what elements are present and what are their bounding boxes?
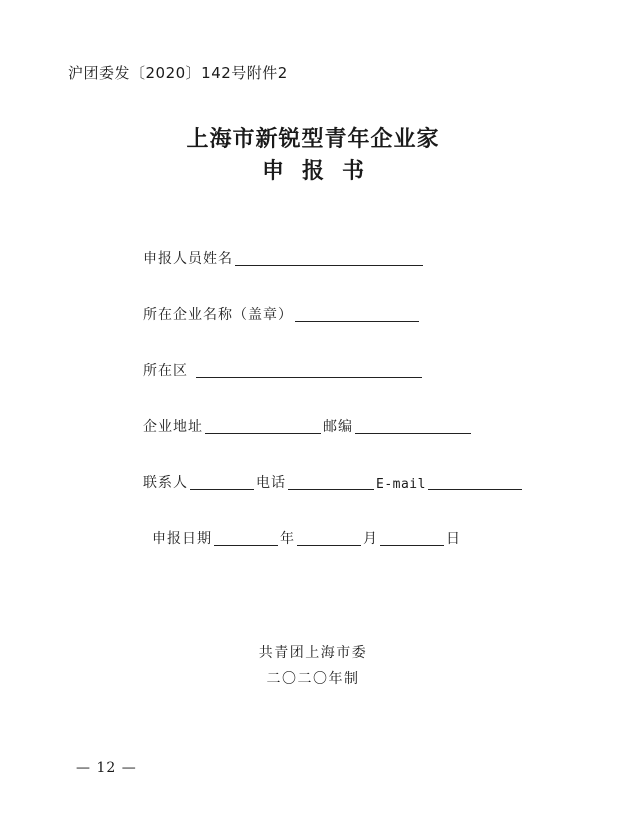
date-label: 申报日期 (152, 531, 212, 547)
phone-field[interactable] (288, 475, 374, 490)
document-reference: 沪团委发〔2020〕142号附件2 (68, 64, 288, 82)
applicant-name-label: 申报人员姓名 (143, 251, 233, 267)
company-name-row (143, 304, 421, 324)
month-label: 月 (363, 531, 378, 547)
made-date: 二〇二〇年制 (266, 671, 360, 687)
address-row (143, 416, 473, 436)
document-title: 上海市新锐型青年企业家 (186, 126, 440, 152)
contact-row (143, 472, 524, 492)
day-label: 日 (446, 531, 461, 547)
document-subtitle: 申报书 (261, 158, 382, 184)
company-name-label: 所在企业名称（盖章） (143, 307, 293, 323)
district-field[interactable] (196, 363, 422, 378)
phone-label: 电话 (256, 475, 286, 491)
district-label: 所在区 (143, 363, 188, 379)
address-field[interactable] (205, 419, 321, 434)
date-year-field[interactable] (214, 531, 278, 546)
year-label: 年 (280, 531, 295, 547)
date-day-field[interactable] (380, 531, 444, 546)
applicant-name-field[interactable] (235, 251, 423, 266)
contact-field[interactable] (190, 475, 254, 490)
postcode-label: 邮编 (323, 419, 353, 435)
company-name-field[interactable] (295, 307, 419, 322)
contact-label: 联系人 (143, 475, 188, 491)
postcode-field[interactable] (355, 419, 471, 434)
applicant-name-row (143, 248, 425, 268)
address-label: 企业地址 (143, 419, 203, 435)
page-number: — 12 — (76, 760, 137, 776)
issuing-organization: 共青团上海市委 (258, 645, 368, 661)
district-row (143, 360, 424, 380)
email-field[interactable] (428, 475, 522, 490)
date-month-field[interactable] (297, 531, 361, 546)
email-label: E-mail (376, 477, 426, 492)
date-row (152, 528, 461, 548)
